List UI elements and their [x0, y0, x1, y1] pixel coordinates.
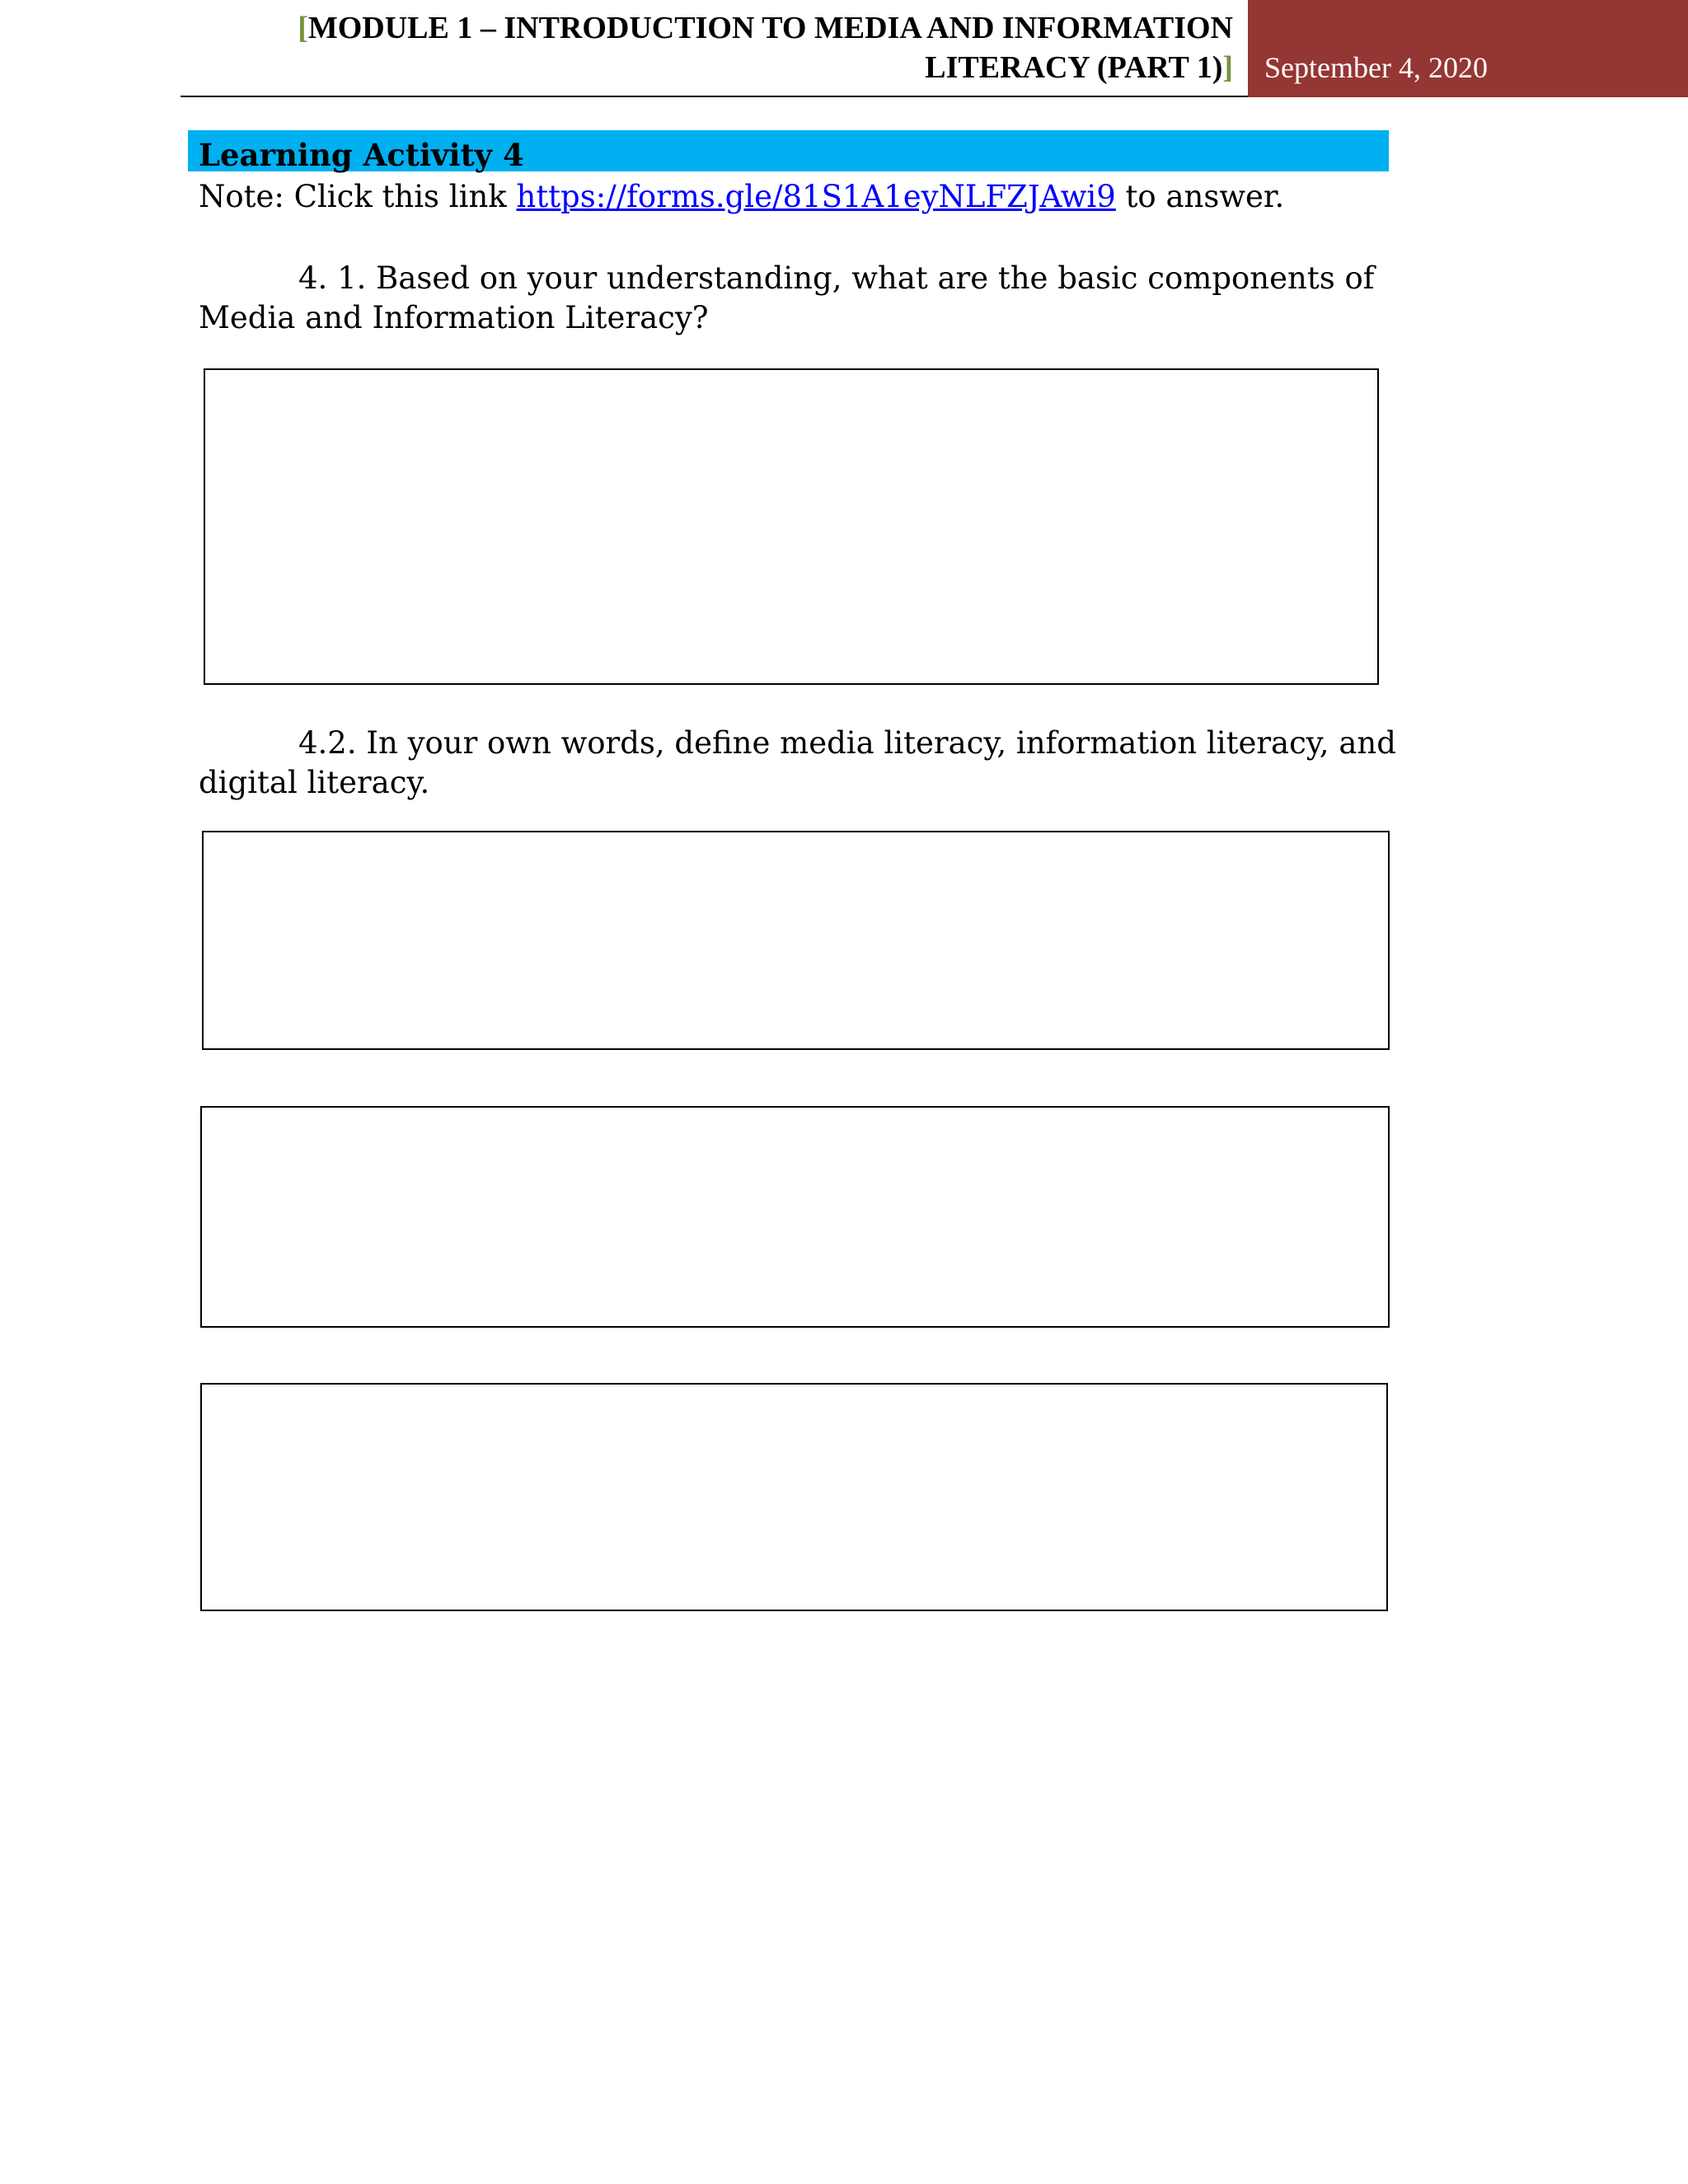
close-bracket: ] [1222, 50, 1233, 85]
module-title-line1: MODULE 1 – INTRODUCTION TO MEDIA AND INFORMATION [307, 11, 1233, 45]
date-text: September 4, 2020 [1264, 51, 1488, 84]
activity-heading: Learning Activity 4 [199, 137, 524, 173]
note-prefix: Note: Click this link [199, 179, 517, 214]
header-divider [181, 96, 1248, 97]
open-bracket: [ [298, 11, 308, 45]
date-banner [1248, 0, 1688, 97]
answer-box-information-literacy[interactable] [200, 1106, 1390, 1328]
question-4-1: 4. 1. Based on your understanding, what are the basic components of Media and Information Literacy? [199, 260, 1375, 335]
answer-box-media-literacy[interactable] [202, 831, 1390, 1050]
activity-note [199, 176, 1284, 218]
answer-box-digital-literacy[interactable] [200, 1383, 1388, 1611]
module-title [181, 8, 1233, 87]
answer-box-4-1[interactable] [204, 368, 1379, 685]
question-4-2: 4.2. In your own words, define media literacy, information literacy, and digital literacy. [199, 725, 1396, 800]
form-link[interactable]: https://forms.gle/81S1A1eyNLFZJAwi9 [516, 179, 1116, 214]
note-suffix: to answer. [1115, 179, 1285, 214]
module-title-line2: LITERACY (PART 1) [925, 50, 1223, 85]
